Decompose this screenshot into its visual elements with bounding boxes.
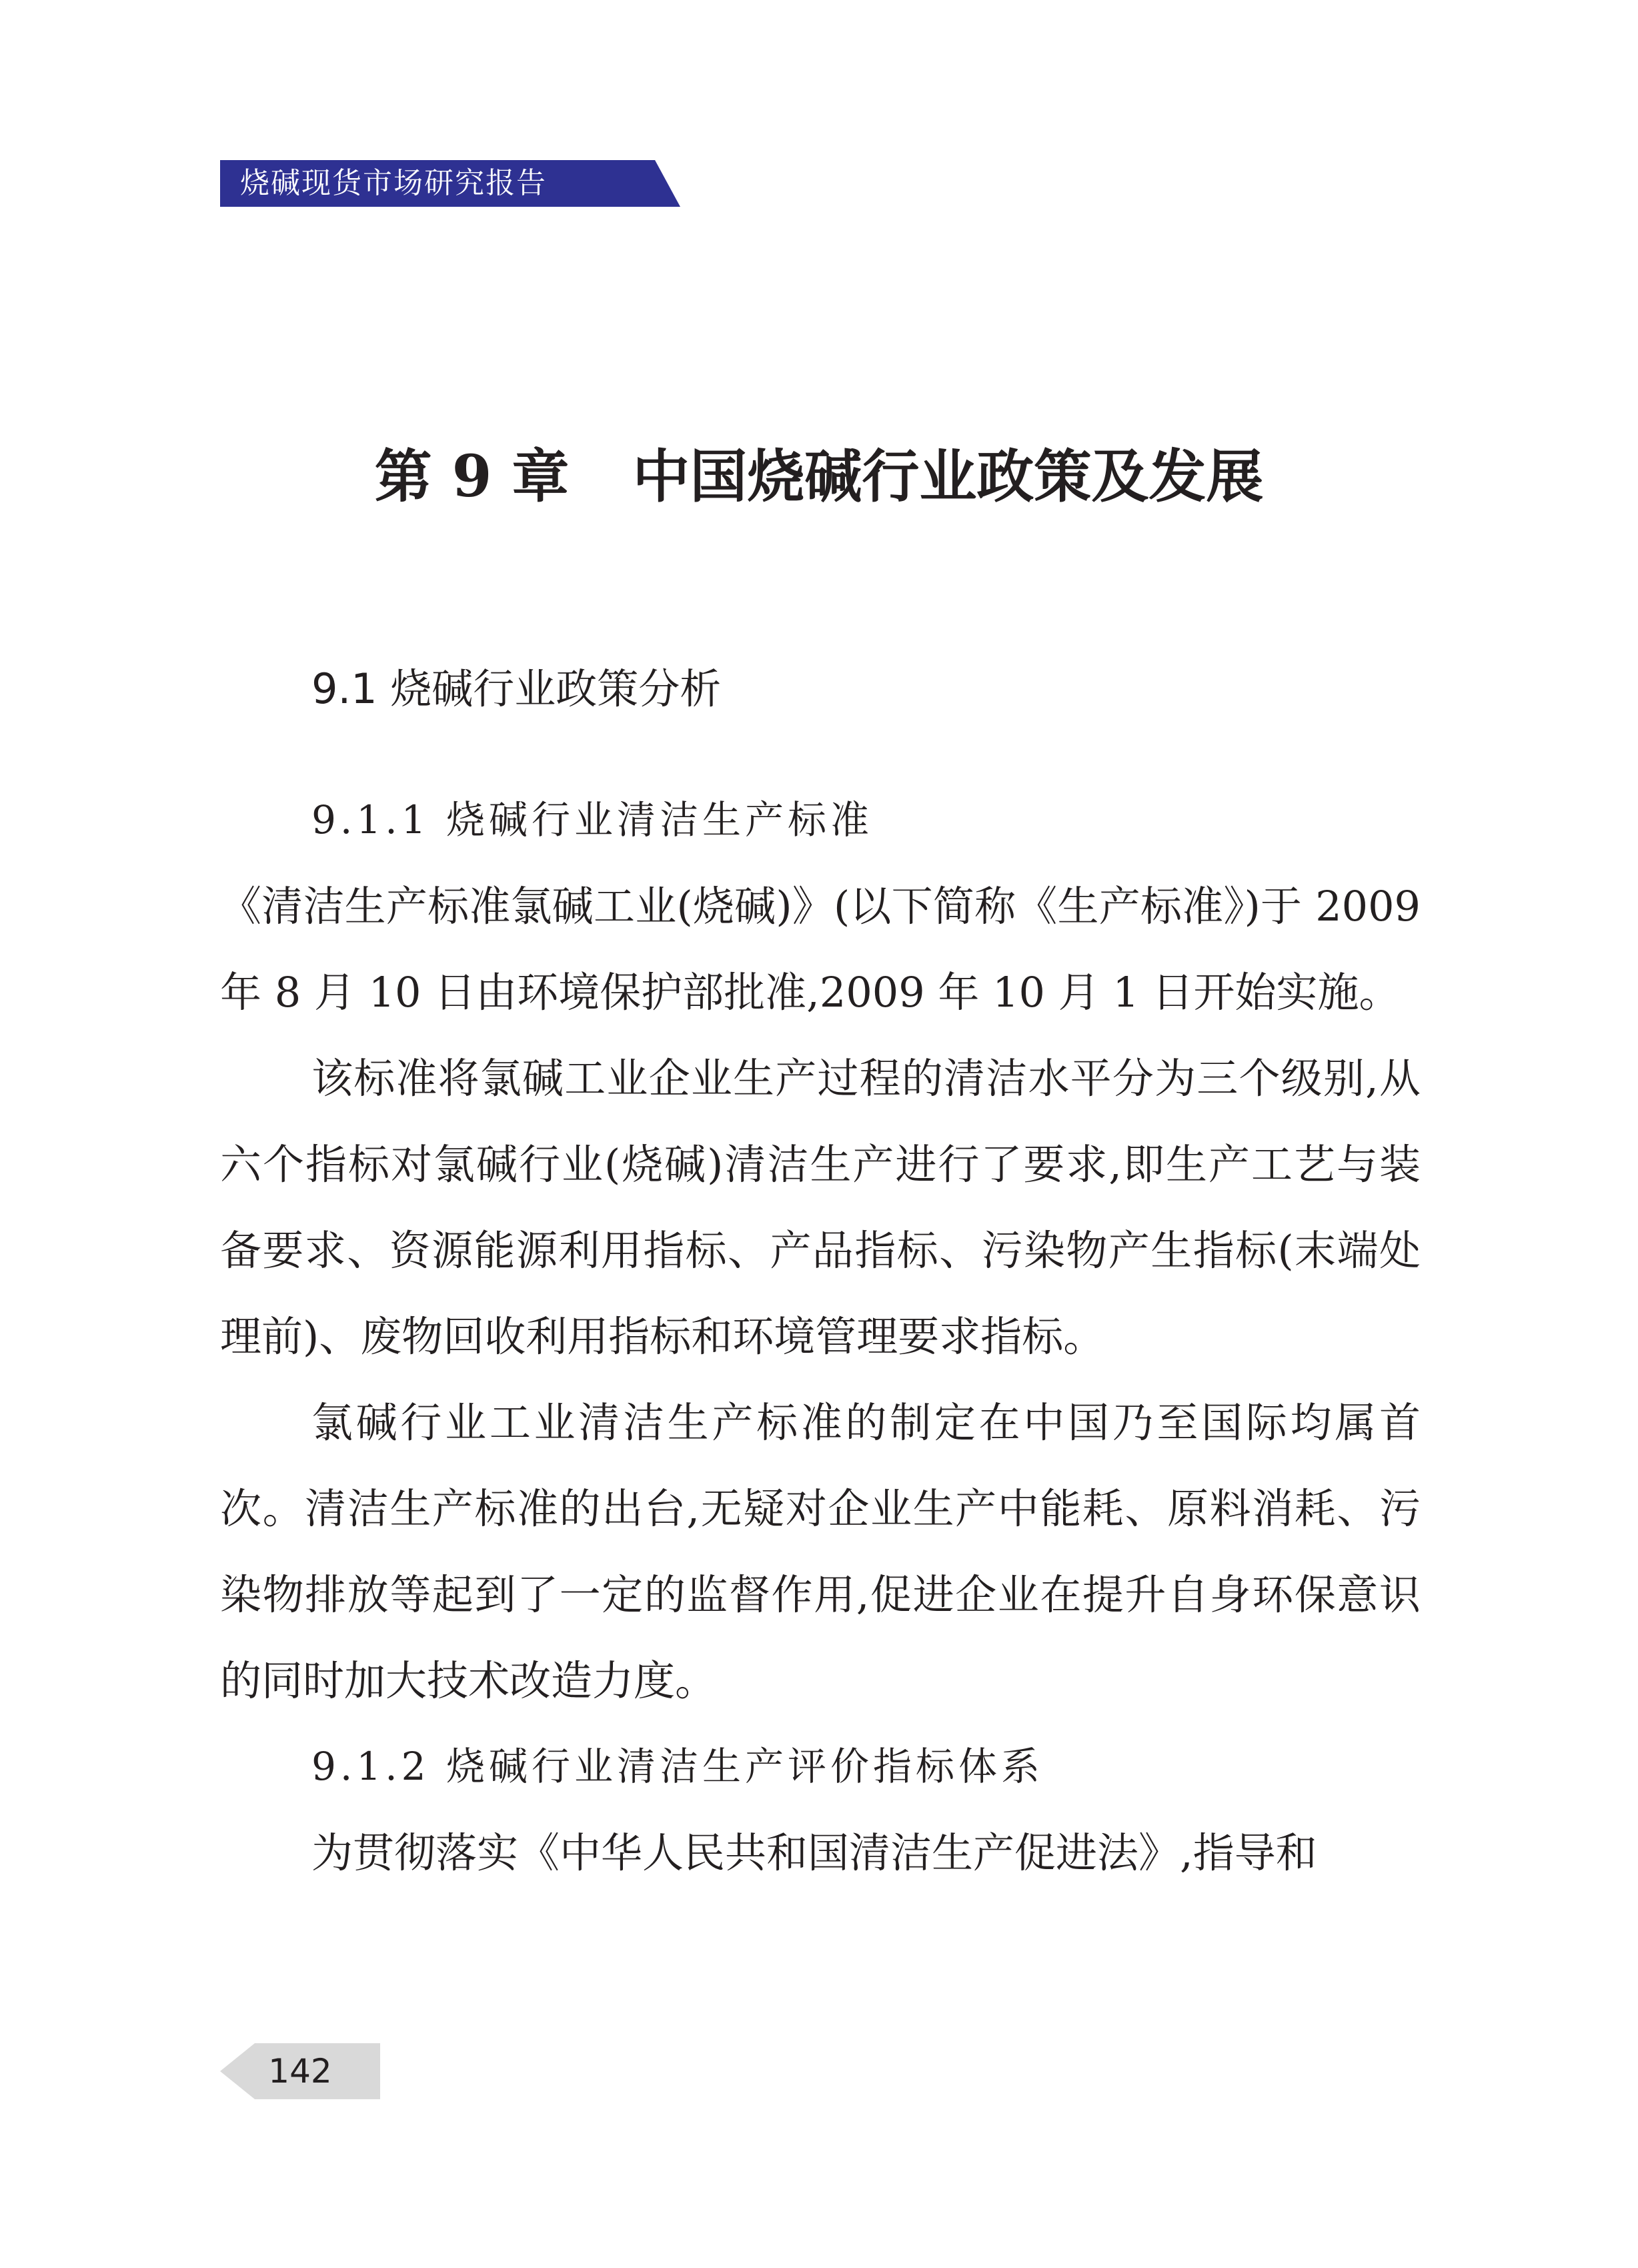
chapter-title (0, 440, 1638, 514)
paragraph-3: 氯碱行业工业清洁生产标准的制定在中国乃至国际均属首次。清洁生产标准的出台,无疑对企业生产中能耗、原料消耗、污染物排放等起到了一定的监督作用,促进企业在提升自身环保意识的同时加大技术改造力度。 (220, 1398, 1421, 1705)
running-header (220, 160, 680, 207)
chapter-name: 中国烧碱行业政策及发展 (632, 443, 1264, 510)
subsection-heading-9-1-2: 9.1.2 烧碱行业清洁生产评价指标体系 (311, 1744, 1044, 1789)
section-heading: 9.1 烧碱行业政策分析 (311, 664, 722, 713)
paragraph-4: 为贯彻落实《中华人民共和国清洁生产促进法》,指导和 (311, 1828, 1317, 1877)
chapter-number: 第 9 章 (374, 443, 570, 510)
paragraph-2: 该标准将氯碱工业企业生产过程的清洁水平分为三个级别,从六个指标对氯碱行业(烧碱)清洁生产进行了要求,即生产工艺与装备要求、资源能源利用指标、产品指标、污染物产生指标(末端处理前)、废物回收利用指标和环境管理要求指标。 (220, 1054, 1421, 1361)
page-number: 142 (268, 2052, 332, 2091)
body-text (220, 777, 1421, 1896)
subsection-heading-9-1-1: 9.1.1 烧碱行业清洁生产标准 (311, 797, 874, 842)
page-number-badge (220, 2031, 380, 2111)
paragraph-1: 《清洁生产标准氯碱工业(烧碱)》(以下简称《生产标准》)于 2009 年 8 月 10 日由环境保护部批准,2009 年 10 月 1 日开始实施。 (220, 882, 1421, 1017)
running-header-title: 烧碱现货市场研究报告 (240, 166, 547, 200)
